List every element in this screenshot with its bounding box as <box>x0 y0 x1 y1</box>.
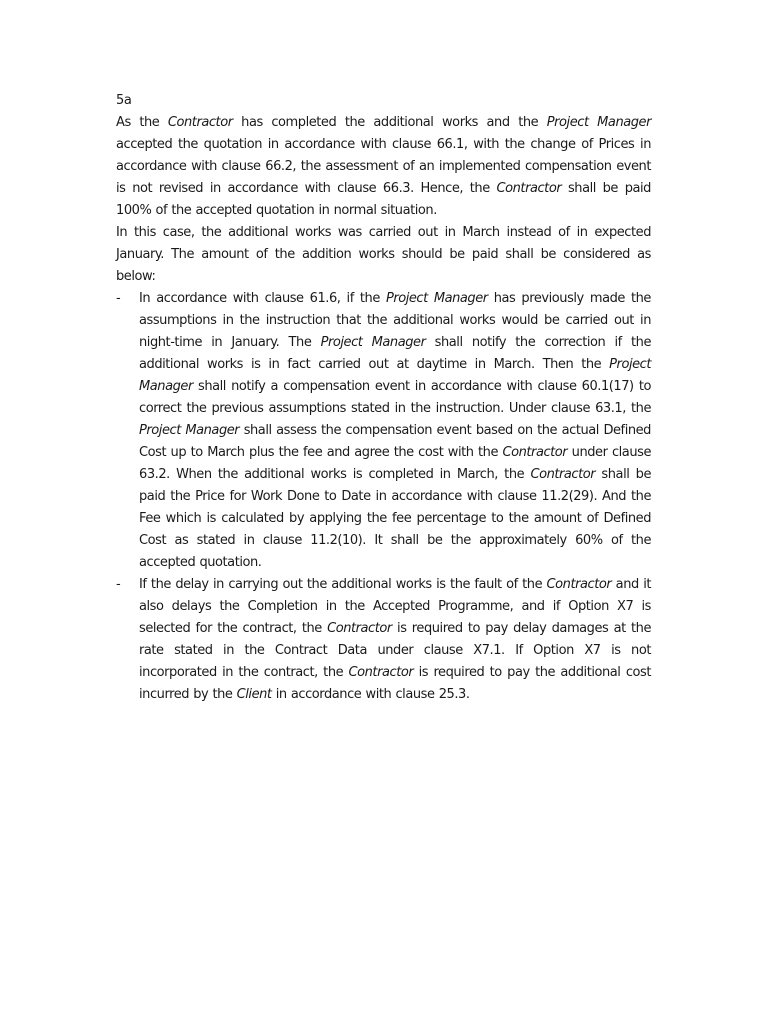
text-run: and it also delays the Completion in the Accepted Programme, and if Option X7 is selected for the contract, the <box>139 577 652 636</box>
text-run: In accordance with clause 61.6, if the <box>139 291 386 306</box>
text-run: If the delay in carrying out the additional works is the fault of the <box>139 577 547 592</box>
defined-term: Contractor <box>546 577 612 592</box>
defined-term: Contractor <box>530 467 596 482</box>
paragraph-1 <box>116 112 651 222</box>
paragraph-2: In this case, the additional works was carried out in March instead of in expected January. The amount of the addition works should be paid shall be considered as below: <box>116 225 651 284</box>
defined-term: Project Manager <box>546 115 651 130</box>
defined-term: Contractor <box>327 621 392 636</box>
text-run: is required to pay delay damages at the rate stated in the Contract Data under clause X7.1. If Option X7 is not incorporated in the contract, the <box>139 621 651 680</box>
defined-term: Contractor <box>348 665 414 680</box>
bullet-list <box>116 288 651 706</box>
defined-term: Client <box>236 687 272 702</box>
text-run: has completed the additional works and the <box>232 115 547 130</box>
section-heading: 5a <box>116 93 132 108</box>
bullet-marker: - <box>116 577 121 592</box>
text-run: shall be paid 100% of the accepted quotation in normal situation. <box>116 181 651 218</box>
list-item-text <box>139 288 651 574</box>
text-run: is required to pay the additional cost incurred by the <box>139 665 651 702</box>
defined-term: Project Manager <box>320 335 426 350</box>
text-run: shall notify a compensation event in accordance with clause 60.1(17) to correct the previous assumptions stated in the instruction. Under clause 63.1, the <box>139 379 651 416</box>
text-run: shall notify the correction if the additional works is in fact carried out at daytime in March. Then the <box>139 335 651 372</box>
text-run: shall assess the compensation event based on the actual Defined Cost up to March plus the fee and agree the cost with the <box>139 423 651 460</box>
defined-term: Contractor <box>496 181 562 196</box>
list-item <box>116 574 651 706</box>
list-item <box>116 288 651 574</box>
text-run: accepted the quotation in accordance with clause 66.1, with the change of Prices in accordance with clause 66.2, the assessment of an implemented compensation event is not revised in accordance with clause 66.3. Hence, the <box>116 137 651 196</box>
defined-term: Project Manager <box>139 357 651 394</box>
text-run: shall be paid the Price for Work Done to Date in accordance with clause 11.2(29). And the Fee which is calculated by applying the fee percentage to the amount of Defined Cost as stated in clause 11.2(10). It shall be the approximately 60% of the accepted quotation. <box>139 467 652 570</box>
text-run: under clause 63.2. When the additional works is completed in March, the <box>139 445 651 482</box>
defined-term: Contractor <box>502 445 568 460</box>
text-run: has previously made the assumptions in the instruction that the additional works would be carried out in night-time in January. The <box>139 291 651 350</box>
bullet-marker: - <box>116 291 121 306</box>
text-run: As the <box>116 115 168 130</box>
defined-term: Project Manager <box>385 291 488 306</box>
defined-term: Contractor <box>167 115 233 130</box>
list-item-text <box>139 574 651 706</box>
text-run: in accordance with clause 25.3. <box>271 687 470 702</box>
document-page <box>116 90 651 706</box>
defined-term: Project Manager <box>139 423 240 438</box>
